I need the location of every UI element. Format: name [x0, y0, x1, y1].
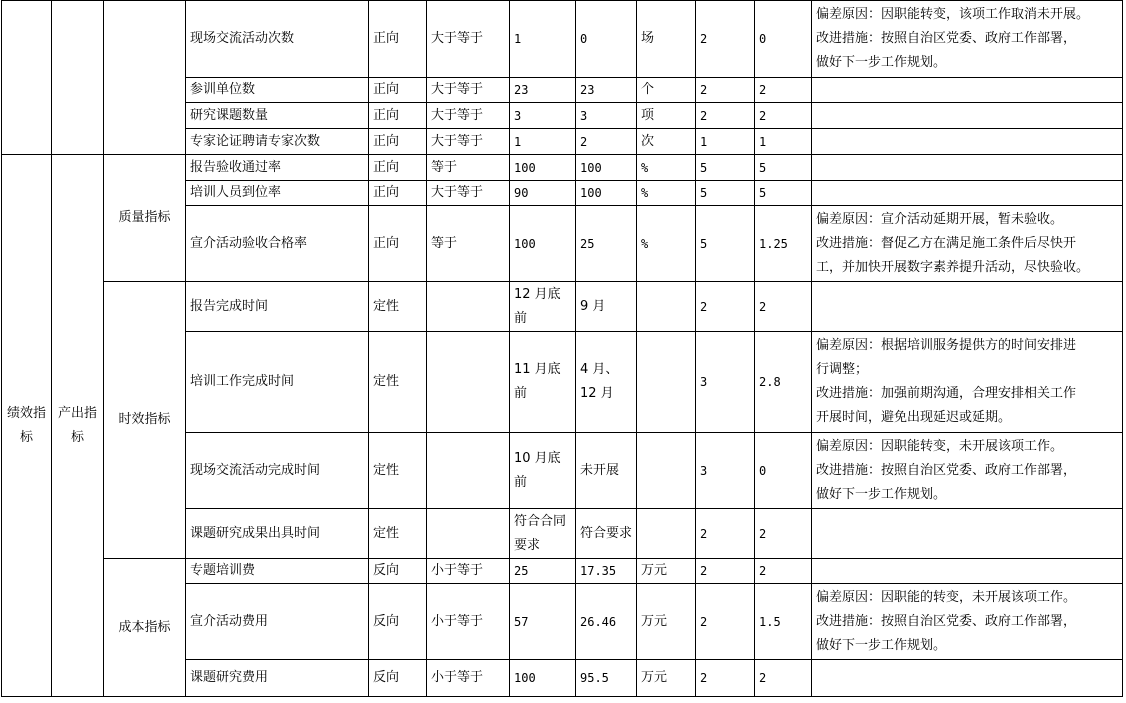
indicator-target: 11 月底前 — [510, 332, 576, 433]
indicator-weight: 5 — [696, 155, 755, 181]
indicator-direction: 正向 — [369, 1, 427, 78]
note-line: 偏差原因：根据培训服务提供方的时间安排进 — [816, 338, 1077, 353]
indicator-unit: 万元 — [637, 660, 696, 697]
indicator-weight: 2 — [696, 282, 755, 332]
indicator-target: 90 — [510, 181, 576, 206]
indicator-actual: 未开展 — [576, 433, 637, 509]
indicator-direction: 正向 — [369, 181, 427, 206]
indicator-weight: 5 — [696, 206, 755, 282]
note-line: 偏差原因：因职能转变，未开展该项工作。 — [816, 438, 1064, 454]
indicator-name: 宣介活动费用 — [186, 584, 369, 660]
indicator-unit: % — [637, 155, 696, 181]
indicator-weight: 2 — [696, 78, 755, 103]
indicator-name: 专题培训费 — [186, 559, 369, 584]
table-row — [2, 559, 1123, 584]
indicator-target: 1 — [510, 1, 576, 78]
indicator-operator — [427, 332, 510, 433]
indicator-name: 报告完成时间 — [186, 282, 369, 332]
indicator-operator: 大于等于 — [427, 103, 510, 129]
note-line: 偏差原因：因职能的转变，未开展该项工作。 — [816, 589, 1077, 605]
indicator-operator: 小于等于 — [427, 559, 510, 584]
indicator-score: 5 — [755, 155, 812, 181]
indicator-note — [812, 78, 1123, 103]
table-row — [2, 1, 1123, 78]
indicator-name: 培训人员到位率 — [186, 181, 369, 206]
note-line: 偏差原因：宣介活动延期开展，暂未验收。 — [816, 211, 1064, 227]
level1-category: 绩效指标 — [2, 155, 52, 697]
group-timeliness: 时效指标 — [104, 282, 186, 559]
indicator-unit: % — [637, 181, 696, 206]
indicator-direction: 正向 — [369, 103, 427, 129]
indicator-unit: 万元 — [637, 584, 696, 660]
indicator-unit — [637, 433, 696, 509]
indicator-direction: 定性 — [369, 332, 427, 433]
indicator-target: 1 — [510, 129, 576, 155]
indicator-name: 课题研究费用 — [186, 660, 369, 697]
indicator-actual: 符合要求 — [576, 509, 637, 559]
indicator-target: 100 — [510, 206, 576, 282]
group-quality: 质量指标 — [104, 155, 186, 282]
indicator-direction: 反向 — [369, 559, 427, 584]
indicator-unit: 万元 — [637, 559, 696, 584]
indicator-score: 2 — [755, 103, 812, 129]
indicator-weight: 2 — [696, 509, 755, 559]
indicator-score: 2 — [755, 282, 812, 332]
indicator-actual: 23 — [576, 78, 637, 103]
note-line: 做好下一步工作规划。 — [816, 637, 947, 653]
indicator-note — [812, 181, 1123, 206]
performance-indicator-table — [1, 0, 1123, 697]
indicator-name: 报告验收通过率 — [186, 155, 369, 181]
group-cost: 成本指标 — [104, 559, 186, 697]
indicator-note — [812, 282, 1123, 332]
indicator-note — [812, 103, 1123, 129]
indicator-actual: 3 — [576, 103, 637, 129]
indicator-score: 2 — [755, 660, 812, 697]
indicator-note — [812, 129, 1123, 155]
indicator-weight: 5 — [696, 181, 755, 206]
indicator-score: 0 — [755, 1, 812, 78]
indicator-name: 参训单位数 — [186, 78, 369, 103]
note-line: 改进措施：按照自治区党委、政府工作部署， — [816, 31, 1077, 46]
indicator-operator — [427, 282, 510, 332]
note-line: 开展时间，避免出现延迟或延期。 — [816, 410, 1012, 425]
indicator-weight: 1 — [696, 129, 755, 155]
note-line: 偏差原因：因职能转变，该项工作取消未开展。 — [816, 7, 1090, 22]
table-row — [2, 282, 1123, 332]
note-line: 行调整； — [816, 362, 869, 377]
indicator-target: 10 月底前 — [510, 433, 576, 509]
indicator-score: 2 — [755, 509, 812, 559]
indicator-actual: 26.46 — [576, 584, 637, 660]
indicator-score: 2 — [755, 78, 812, 103]
indicator-actual: 95.5 — [576, 660, 637, 697]
empty-cell — [104, 1, 186, 155]
indicator-actual: 25 — [576, 206, 637, 282]
indicator-direction: 定性 — [369, 509, 427, 559]
indicator-operator: 大于等于 — [427, 78, 510, 103]
indicator-operator: 小于等于 — [427, 584, 510, 660]
indicator-operator: 小于等于 — [427, 660, 510, 697]
indicator-actual: 9 月 — [576, 282, 637, 332]
indicator-operator: 大于等于 — [427, 129, 510, 155]
indicator-target: 23 — [510, 78, 576, 103]
indicator-target: 100 — [510, 155, 576, 181]
indicator-note — [812, 433, 1123, 509]
indicator-name: 课题研究成果出具时间 — [186, 509, 369, 559]
indicator-actual: 100 — [576, 181, 637, 206]
indicator-unit: 次 — [637, 129, 696, 155]
table-row — [2, 155, 1123, 181]
note-line: 改进措施：加强前期沟通，合理安排相关工作 — [816, 386, 1077, 401]
note-line: 做好下一步工作规划。 — [816, 55, 947, 70]
indicator-unit — [637, 509, 696, 559]
indicator-actual: 2 — [576, 129, 637, 155]
indicator-direction: 反向 — [369, 584, 427, 660]
indicator-score: 1 — [755, 129, 812, 155]
indicator-operator: 大于等于 — [427, 181, 510, 206]
indicator-note — [812, 509, 1123, 559]
indicator-score: 0 — [755, 433, 812, 509]
indicator-operator: 等于 — [427, 206, 510, 282]
indicator-operator: 大于等于 — [427, 1, 510, 78]
note-line: 改进措施：按照自治区党委、政府工作部署， — [816, 462, 1077, 478]
indicator-actual: 4 月、12 月 — [576, 332, 637, 433]
indicator-unit — [637, 282, 696, 332]
indicator-direction: 反向 — [369, 660, 427, 697]
indicator-name: 专家论证聘请专家次数 — [186, 129, 369, 155]
indicator-score: 2.8 — [755, 332, 812, 433]
indicator-target: 3 — [510, 103, 576, 129]
indicator-direction: 正向 — [369, 129, 427, 155]
indicator-score: 2 — [755, 559, 812, 584]
indicator-weight: 3 — [696, 433, 755, 509]
indicator-note — [812, 1, 1123, 78]
indicator-unit: 个 — [637, 78, 696, 103]
indicator-unit: 场 — [637, 1, 696, 78]
indicator-direction: 正向 — [369, 206, 427, 282]
indicator-note — [812, 559, 1123, 584]
indicator-actual: 0 — [576, 1, 637, 78]
indicator-direction: 定性 — [369, 282, 427, 332]
indicator-note — [812, 206, 1123, 282]
note-line: 改进措施：按照自治区党委、政府工作部署， — [816, 613, 1077, 629]
indicator-weight: 2 — [696, 584, 755, 660]
indicator-target: 100 — [510, 660, 576, 697]
indicator-unit — [637, 332, 696, 433]
indicator-weight: 2 — [696, 1, 755, 78]
indicator-target: 符合合同要求 — [510, 509, 576, 559]
indicator-direction: 正向 — [369, 155, 427, 181]
note-line: 改进措施：督促乙方在满足施工条件后尽快开 — [816, 235, 1077, 251]
indicator-unit: % — [637, 206, 696, 282]
indicator-weight: 2 — [696, 559, 755, 584]
note-line: 工，并加快开展数字素养提升活动，尽快验收。 — [816, 259, 1090, 275]
indicator-note — [812, 584, 1123, 660]
level2-category: 产出指标 — [52, 155, 104, 697]
indicator-actual: 17.35 — [576, 559, 637, 584]
indicator-name: 研究课题数量 — [186, 103, 369, 129]
indicator-actual: 100 — [576, 155, 637, 181]
indicator-weight: 2 — [696, 660, 755, 697]
indicator-operator — [427, 509, 510, 559]
indicator-note — [812, 155, 1123, 181]
indicator-direction: 定性 — [369, 433, 427, 509]
empty-cell — [2, 1, 52, 155]
indicator-weight: 2 — [696, 103, 755, 129]
indicator-direction: 正向 — [369, 78, 427, 103]
indicator-operator: 等于 — [427, 155, 510, 181]
indicator-score: 1.5 — [755, 584, 812, 660]
indicator-name: 宣介活动验收合格率 — [186, 206, 369, 282]
indicator-name: 现场交流活动次数 — [186, 1, 369, 78]
indicator-unit: 项 — [637, 103, 696, 129]
indicator-score: 5 — [755, 181, 812, 206]
indicator-weight: 3 — [696, 332, 755, 433]
indicator-target: 25 — [510, 559, 576, 584]
note-line: 做好下一步工作规划。 — [816, 486, 947, 502]
indicator-target: 57 — [510, 584, 576, 660]
empty-cell — [52, 1, 104, 155]
indicator-target: 12 月底前 — [510, 282, 576, 332]
indicator-note — [812, 332, 1123, 433]
indicator-score: 1.25 — [755, 206, 812, 282]
indicator-note — [812, 660, 1123, 697]
indicator-operator — [427, 433, 510, 509]
indicator-name: 培训工作完成时间 — [186, 332, 369, 433]
indicator-name: 现场交流活动完成时间 — [186, 433, 369, 509]
